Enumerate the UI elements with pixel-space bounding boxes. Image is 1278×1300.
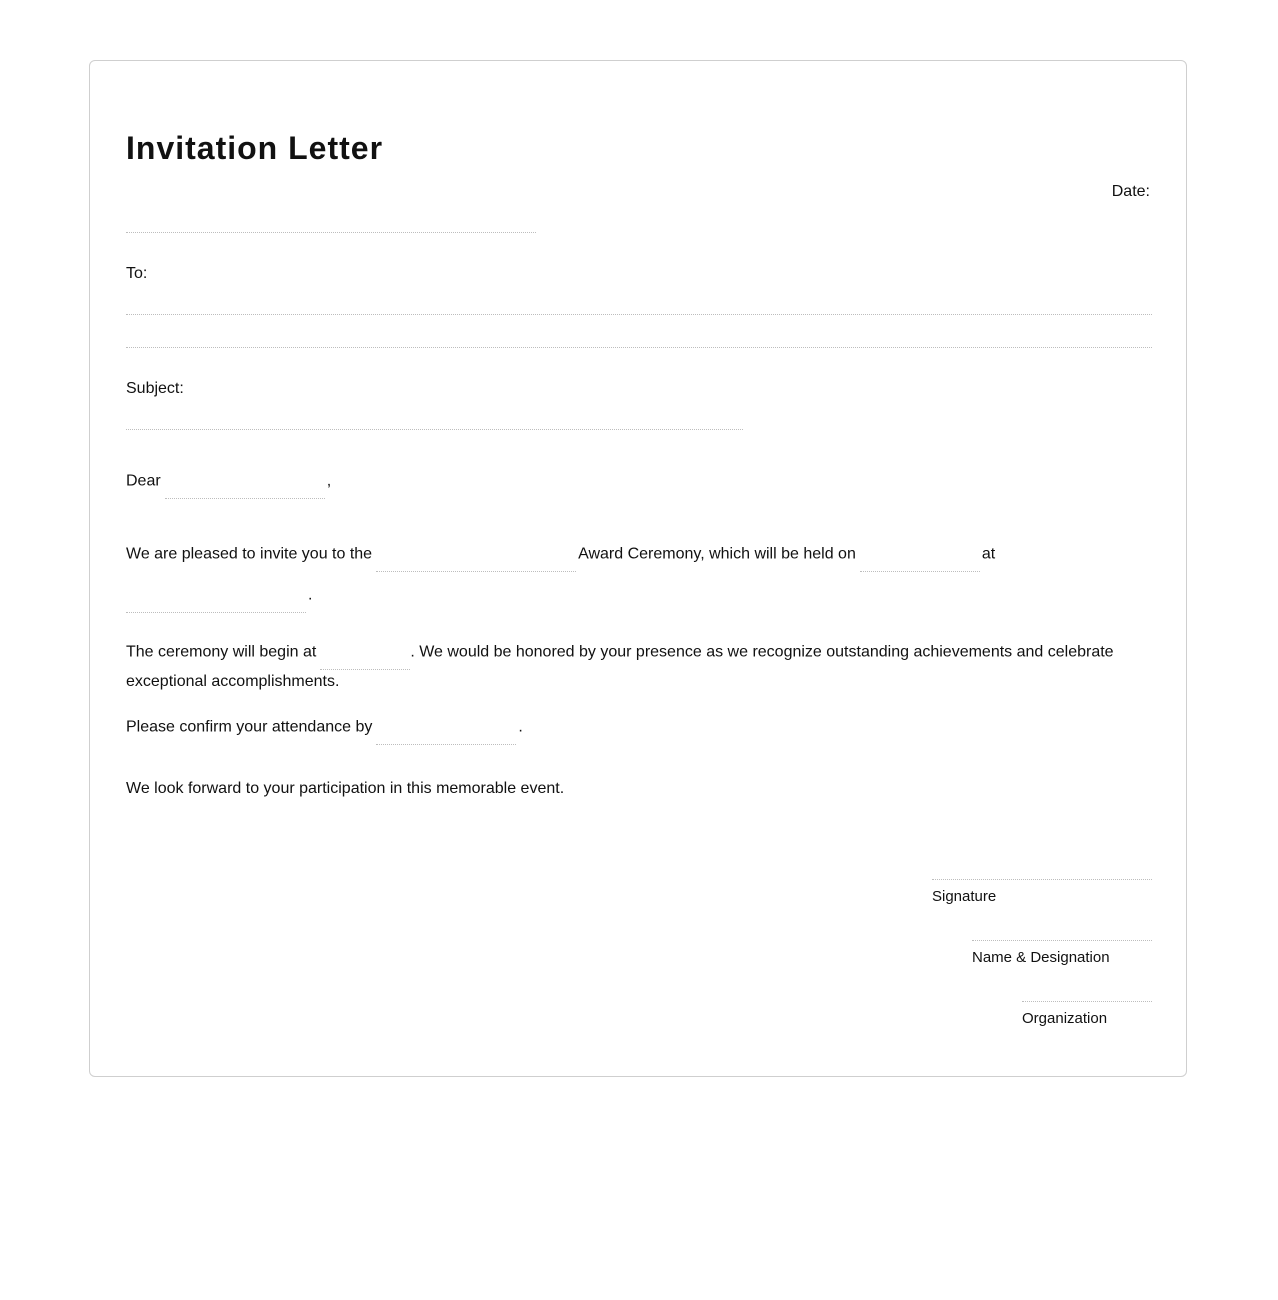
rsvp-date-field[interactable] (376, 723, 516, 745)
paragraph-1-line-2 (122, 585, 312, 607)
organization-label: Organization (1022, 1010, 1108, 1027)
to-address-line-2[interactable] (126, 328, 1152, 348)
to-label: To: (126, 265, 148, 282)
date-label: Date: (1111, 183, 1150, 200)
paragraph-3 (126, 717, 523, 739)
closing-line: We look forward to your participation in this memorable event. (126, 780, 565, 797)
salutation-text: Dear (126, 472, 161, 490)
signature-field[interactable] (932, 860, 1152, 880)
para3-text-1: Please confirm your attendance by (126, 718, 373, 736)
name-designation-label: Name & Designation (972, 949, 1110, 966)
recipient-name-field[interactable] (165, 477, 325, 499)
para2-text-2: . We would be honored by your presence as we recognize outstanding achievements and celebrate (410, 643, 1114, 661)
signature-label: Signature (932, 888, 997, 905)
to-address-line-1[interactable] (126, 295, 1152, 315)
para2-text-1: The ceremony will begin at (126, 643, 317, 661)
para3-end: . (518, 718, 523, 736)
organization-field[interactable] (1022, 982, 1152, 1002)
para1-text-3: at (981, 545, 996, 563)
paragraph-1-line-1 (126, 544, 995, 566)
para1-text-1: We are pleased to invite you to the (126, 545, 373, 563)
para2-text-3: exceptional accomplishments. (126, 673, 340, 690)
subject-label: Subject: (126, 380, 184, 397)
start-time-field[interactable] (320, 648, 410, 670)
date-field[interactable] (126, 213, 536, 233)
paragraph-2-line-2 (126, 672, 339, 692)
event-date-field[interactable] (860, 550, 980, 572)
letter-card (89, 60, 1187, 1077)
event-venue-field[interactable] (126, 591, 306, 613)
salutation-comma: , (326, 472, 332, 490)
subject-field[interactable] (126, 410, 743, 430)
page-title: Invitation Letter (126, 130, 384, 166)
name-designation-field[interactable] (972, 921, 1152, 941)
para1-end: . (308, 586, 313, 604)
event-name-field[interactable] (376, 550, 576, 572)
salutation-line (126, 471, 331, 493)
para1-text-2: Award Ceremony, which will be held on (578, 545, 856, 563)
paragraph-2-line-1 (126, 642, 1114, 664)
